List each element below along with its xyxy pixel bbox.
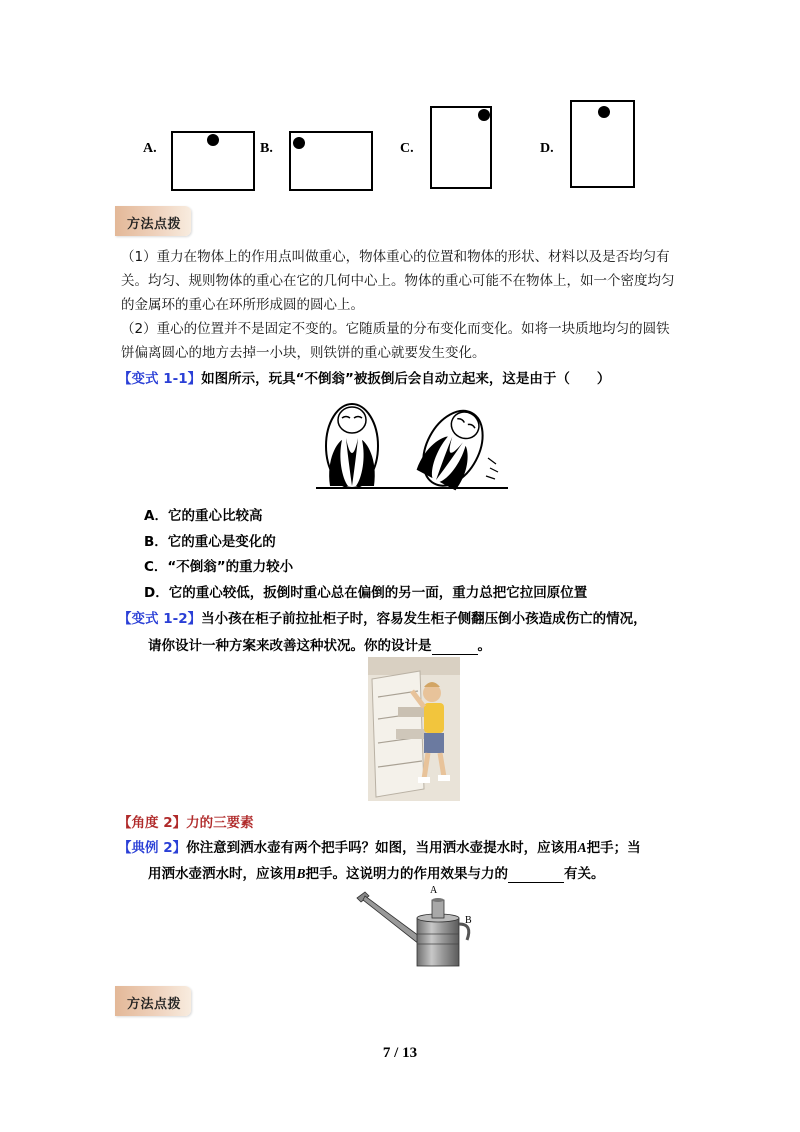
example-2-line2 [148,862,605,883]
angle-2-title: 力的三要素 [186,815,254,831]
variant-1-1-choice-d: D．它的重心较低，扳倒时重心总在偏倒的另一面，重力总把它拉回原位置 [144,585,588,601]
method-badge [115,206,191,236]
variant-1-2-line2-end: 。 [477,638,491,654]
variant-1-2-question [118,607,647,627]
angle-2-tag: 【角度 2】 [118,815,187,831]
variant-1-1-choice-b: B．它的重心是变化的 [144,534,276,550]
method-badge-2 [115,986,191,1016]
example-2-var-a: A [577,840,587,855]
angle-2-heading [118,811,254,831]
variant-1-1-question [118,367,610,387]
variant-1-1-choice-c: C．“不倒翁”的重力较小 [144,559,294,575]
example-2-var-b: B [296,866,306,881]
option-b-label: B. [260,141,273,156]
variant-1-2-tag: 【变式 1-2】 [118,611,202,627]
method-paragraph-1: （1）重力在物体上的作用点叫做重心，物体重心的位置和物体的形状、材料以及是否均匀有关。均匀、规则物体的重心在它的几何中心上。物体的重心可能不在物体上，如一个密度均匀的金属环的重心在环所形成圆的圆心上。 [121,249,675,313]
watering-can-label-b: B [465,915,472,926]
example-2-tag: 【典例 2】 [118,840,187,856]
example-2-line2-a: 用洒水壶洒水时，应该用 [148,866,297,882]
variant-1-2-line1: 当小孩在柜子前拉扯柜子时，容易发生柜子侧翻压倒小孩造成伤亡的情况， [201,611,647,627]
option-d-rect [570,100,635,188]
child-climbing-dresser-photo [368,657,460,801]
example-2-answer-blank[interactable] [508,866,564,883]
page-total: 13 [402,1045,418,1061]
watering-can-illustration [355,884,485,970]
option-c-label: C. [400,141,414,156]
option-b-rect [289,131,373,191]
option-c-dot [478,109,490,121]
method-badge-label: 方法点拨 [127,217,182,232]
example-2-question [118,836,641,856]
example-2-line2-b: 把手。这说明力的作用效果与力的 [305,866,509,882]
variant-1-2-line2-text: 请你设计一种方案来改善这种状况。你的设计是 [148,638,432,654]
example-2-line1-b: 把手；当 [586,840,641,856]
page-number [0,1045,800,1062]
option-b-dot [293,137,305,149]
page-current: 7 [382,1045,391,1061]
variant-1-1-tag: 【变式 1-1】 [118,371,202,387]
watering-can-label-a: A [430,885,438,896]
method-badge-2-label: 方法点拨 [127,997,182,1012]
example-2-line1-a: 你注意到洒水壶有两个把手吗？如图，当用洒水壶提水时，应该用 [186,840,578,856]
option-d-label: D. [540,141,554,156]
variant-1-1-choice-a: A．它的重心比较高 [144,508,263,524]
variant-1-1-text: 如图所示，玩具“不倒翁”被扳倒后会自动立起来，这是由于（ ） [201,371,611,387]
option-a-dot [207,134,219,146]
tumbler-toy-illustration [312,398,512,494]
variant-1-2-line2 [148,634,491,655]
page-separator: / [394,1045,399,1061]
variant-1-2-answer-blank[interactable] [432,638,478,655]
option-a-rect [171,131,255,191]
example-2-line2-c: 有关。 [564,866,605,882]
option-d-dot [598,106,610,118]
option-c-rect [430,106,492,189]
option-a-label: A. [143,141,157,156]
method-paragraph-2: （2）重心的位置并不是固定不变的。它随质量的分布变化而变化。如将一块质地均匀的圆铁饼偏离圆心的地方去掉一小块，则铁饼的重心就要发生变化。 [121,321,670,361]
